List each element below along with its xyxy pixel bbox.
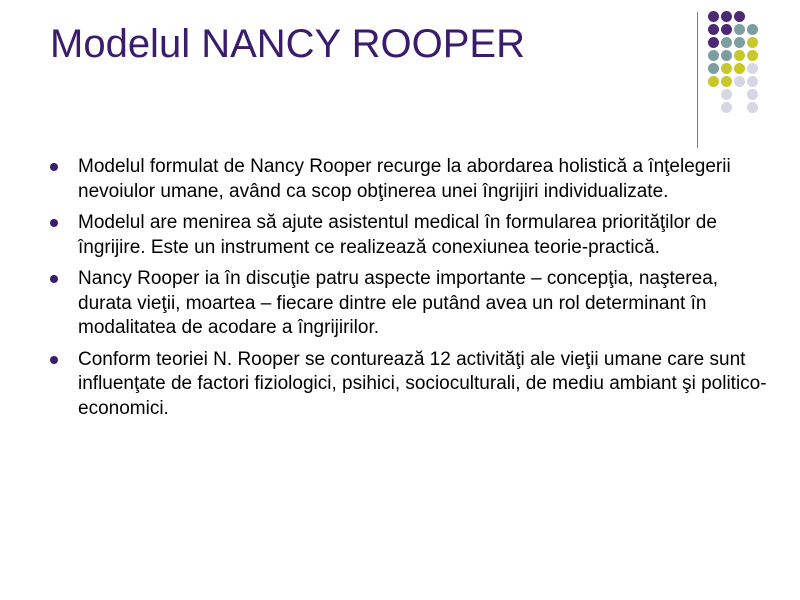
decorative-dot xyxy=(734,50,745,61)
decorative-dot xyxy=(747,89,758,100)
decorative-dot xyxy=(708,63,719,74)
decorative-dot xyxy=(734,11,745,22)
decorative-dot xyxy=(734,63,745,74)
decorative-dot xyxy=(708,24,719,35)
decorative-dot xyxy=(721,63,732,74)
decorative-dot xyxy=(721,76,732,87)
decorative-dot xyxy=(708,89,719,100)
decorative-dot xyxy=(708,102,719,113)
decorative-dot xyxy=(708,50,719,61)
decorative-dot xyxy=(721,89,732,100)
bullet-item xyxy=(50,267,770,341)
decorative-dot xyxy=(747,11,758,22)
bullet-icon xyxy=(50,275,58,283)
decorative-dot xyxy=(708,76,719,87)
bullet-item xyxy=(50,348,770,422)
decorative-dot xyxy=(721,37,732,48)
decorative-dot-grid xyxy=(708,11,760,115)
decorative-dot xyxy=(734,89,745,100)
bullet-text: Conform teoriei N. Rooper se conturează 12 activităţi ale vieţii umane care sunt influenţate de factori fiziologici, psihici, socioculturali, de mediu ambiant şi politico-economici. xyxy=(78,348,767,419)
decorative-dot xyxy=(747,63,758,74)
decorative-dot xyxy=(708,11,719,22)
decorative-dot xyxy=(734,76,745,87)
decorative-dot xyxy=(721,102,732,113)
bullet-item xyxy=(50,155,770,204)
bullet-icon xyxy=(50,219,58,227)
decorative-dot xyxy=(747,50,758,61)
bullet-item xyxy=(50,211,770,260)
bullet-list xyxy=(50,155,770,428)
decorative-dot xyxy=(747,76,758,87)
decorative-dot xyxy=(734,37,745,48)
decorative-dot xyxy=(721,24,732,35)
decorative-dot xyxy=(721,11,732,22)
bullet-text: Modelul formulat de Nancy Rooper recurge la abordarea holistică a înţelegerii nevoiulor umane, având ca scop obţinerea unei îngrijiri individualizate. xyxy=(78,156,731,202)
decorative-dot xyxy=(734,102,745,113)
decorative-dot xyxy=(721,50,732,61)
slide-title: Modelul NANCY ROOPER xyxy=(50,22,525,66)
decorative-dot xyxy=(747,102,758,113)
decorative-dot xyxy=(734,24,745,35)
decorative-dot xyxy=(747,37,758,48)
bullet-text: Modelul are menirea să ajute asistentul medical în formularea priorităţilor de îngrijire. Este un instrument ce realizează conexiunea teorie-practică. xyxy=(78,212,717,258)
bullet-text: Nancy Rooper ia în discuţie patru aspecte importante – concepţia, naşterea, durata vieţii, moartea – fiecare dintre ele putând avea un rol determinant în modalitatea de acodare a îngrijirilor. xyxy=(78,268,719,338)
bullet-icon xyxy=(50,163,58,171)
bullet-icon xyxy=(50,356,58,364)
decorative-dot xyxy=(747,24,758,35)
decorative-dot xyxy=(708,37,719,48)
divider-line xyxy=(697,12,698,148)
